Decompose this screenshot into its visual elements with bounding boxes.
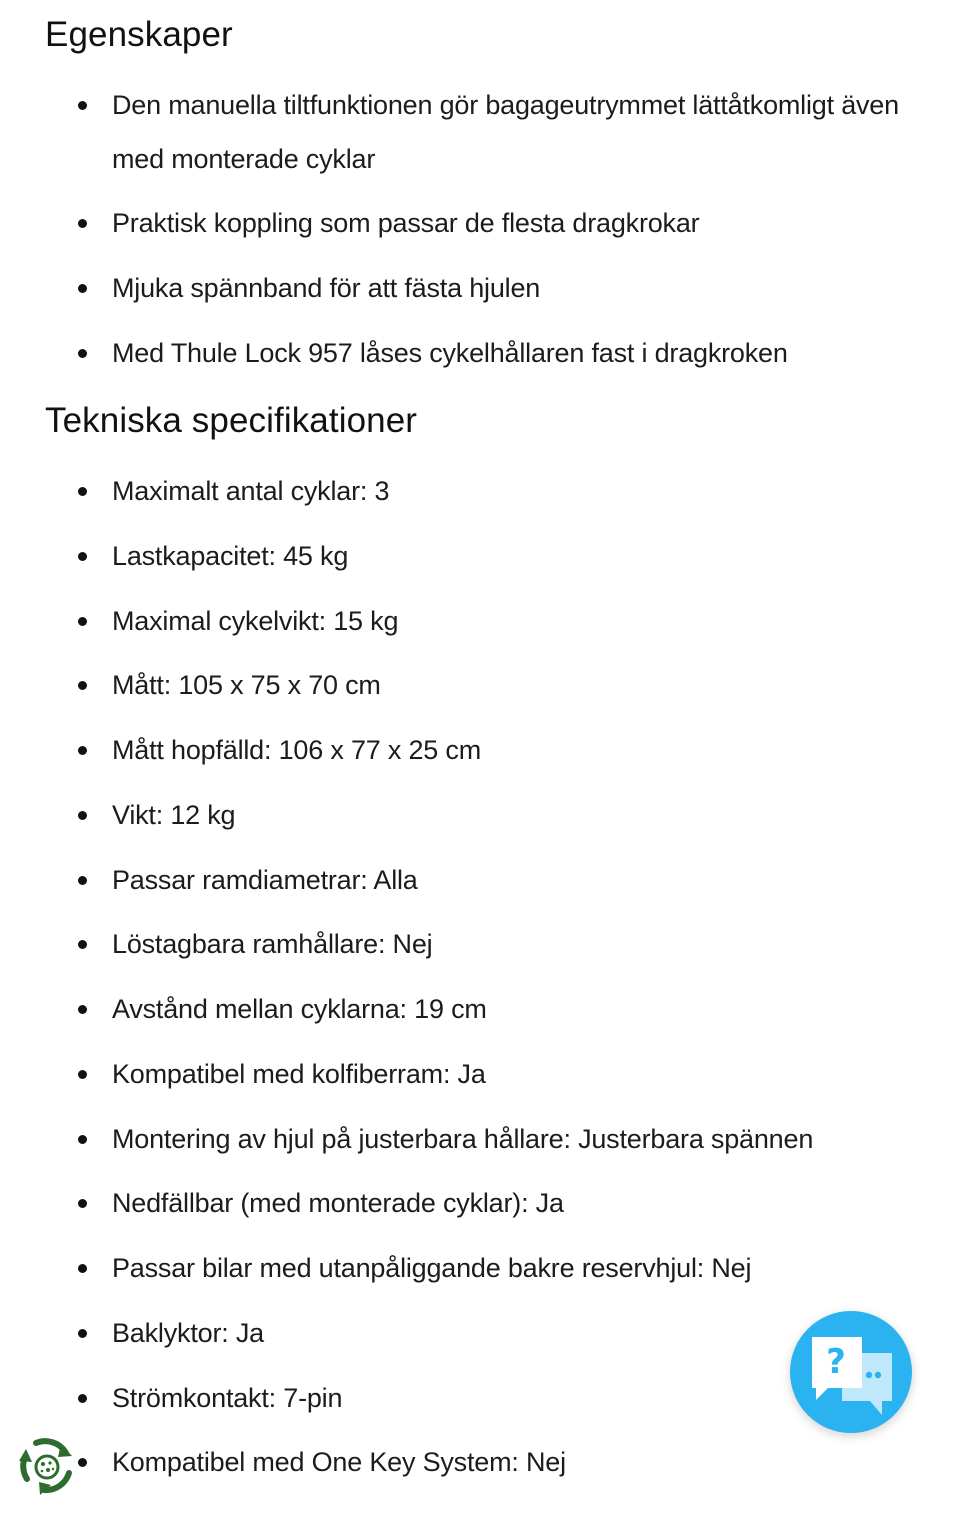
bullet-icon xyxy=(78,746,87,755)
bullet-icon xyxy=(78,101,87,110)
list-item-text: Vikt: 12 kg xyxy=(112,800,236,830)
list-item xyxy=(112,464,912,518)
list-item-text: Maximal cykelvikt: 15 kg xyxy=(112,606,399,636)
list-item xyxy=(112,982,912,1036)
list-item xyxy=(112,1241,912,1295)
list-item xyxy=(112,326,912,380)
list-item xyxy=(112,1047,912,1101)
bullet-icon xyxy=(78,219,87,228)
list-item xyxy=(112,78,912,186)
features-heading: Egenskaper xyxy=(45,15,233,54)
list-item xyxy=(112,658,912,712)
bullet-icon xyxy=(78,552,87,561)
specs-heading: Tekniska specifikationer xyxy=(45,401,418,440)
bullet-icon xyxy=(78,349,87,358)
list-item-text: Mjuka spännband för att fästa hjulen xyxy=(112,273,541,303)
list-item-text: Lastkapacitet: 45 kg xyxy=(112,541,349,571)
list-item-text: Passar bilar med utanpåliggande bakre reservhjul: Nej xyxy=(112,1253,752,1283)
bullet-icon xyxy=(78,284,87,293)
list-item xyxy=(112,196,912,250)
list-item xyxy=(112,723,912,777)
list-item xyxy=(112,594,912,648)
list-item xyxy=(112,1435,912,1489)
bullet-icon xyxy=(78,1005,87,1014)
list-item-text: Avstånd mellan cyklarna: 19 cm xyxy=(112,994,487,1024)
bullet-icon xyxy=(78,681,87,690)
list-item-text: Kompatibel med kolfiberram: Ja xyxy=(112,1059,486,1089)
list-item-text: Nedfällbar (med monterade cyklar): Ja xyxy=(112,1188,564,1218)
list-item-text: Passar ramdiametrar: Alla xyxy=(112,865,418,895)
bullet-icon xyxy=(78,1135,87,1144)
bullet-icon xyxy=(78,617,87,626)
bullet-icon xyxy=(78,876,87,885)
list-item-text: Löstagbara ramhållare: Nej xyxy=(112,929,433,959)
bullet-icon xyxy=(78,1394,87,1403)
list-item-text: Den manuella tiltfunktionen gör bagageutrymmet lättåtkomligt även med monterade cyklar xyxy=(112,90,899,174)
bullet-icon xyxy=(78,1070,87,1079)
list-item-text: Maximalt antal cyklar: 3 xyxy=(112,476,390,506)
recycle-icon[interactable] xyxy=(14,1433,80,1499)
bullet-icon xyxy=(78,487,87,496)
list-item-text: Kompatibel med One Key System: Nej xyxy=(112,1447,566,1477)
bullet-icon xyxy=(78,1199,87,1208)
list-item-text: Praktisk koppling som passar de flesta dragkrokar xyxy=(112,208,700,238)
bullet-icon xyxy=(78,1329,87,1338)
list-item xyxy=(112,1176,912,1230)
svg-text:?: ? xyxy=(826,1342,846,1382)
list-item-text: Mått: 105 x 75 x 70 cm xyxy=(112,670,381,700)
list-item-text: Strömkontakt: 7-pin xyxy=(112,1383,343,1413)
list-item xyxy=(112,529,912,583)
bullet-icon xyxy=(78,940,87,949)
chat-help-icon xyxy=(790,1311,912,1433)
list-item xyxy=(112,261,912,315)
bullet-icon xyxy=(78,811,87,820)
chat-help-button[interactable] xyxy=(790,1311,912,1433)
list-item-text: Montering av hjul på justerbara hållare: Justerbara spännen xyxy=(112,1124,814,1154)
bullet-icon xyxy=(78,1264,87,1273)
list-item xyxy=(112,788,912,842)
list-item-text: Med Thule Lock 957 låses cykelhållaren fast i dragkroken xyxy=(112,338,788,368)
list-item xyxy=(112,917,912,971)
list-item-text: Mått hopfälld: 106 x 77 x 25 cm xyxy=(112,735,482,765)
list-item-text: Baklyktor: Ja xyxy=(112,1318,264,1348)
list-item xyxy=(112,853,912,907)
list-item xyxy=(112,1112,912,1166)
